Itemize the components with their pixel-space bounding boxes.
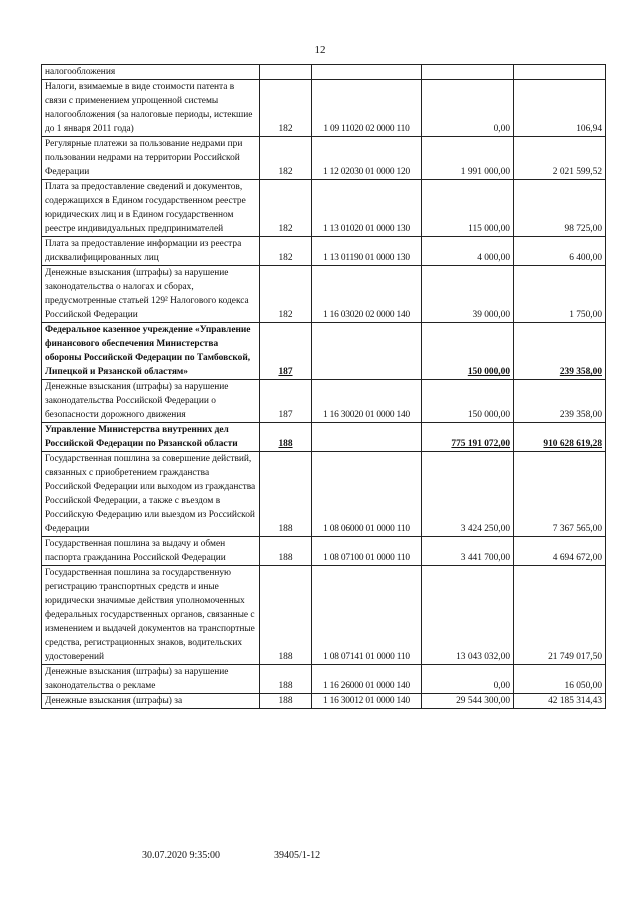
executed-amount-cell: 239 358,00 bbox=[514, 323, 606, 380]
budget-revenue-table bbox=[41, 64, 606, 709]
planned-amount-cell: 29 544 300,00 bbox=[422, 694, 514, 709]
admin-code-cell: 188 bbox=[260, 452, 312, 537]
budget-code-cell: 1 16 30020 01 0000 140 bbox=[312, 380, 422, 423]
admin-code-cell: 188 bbox=[260, 694, 312, 709]
executed-amount-cell: 4 694 672,00 bbox=[514, 537, 606, 566]
table-row bbox=[42, 80, 606, 137]
budget-code-cell: 1 08 07141 01 0000 110 bbox=[312, 566, 422, 665]
executed-amount-cell: 98 725,00 bbox=[514, 180, 606, 237]
administrator-name-cell: Федеральное казенное учреждение «Управление финансового обеспечения Министерства обороны Российской Федерации по Тамбовской, Липецкой и Рязанской областям» bbox=[42, 323, 260, 380]
administrator-name-cell: Управление Министерства внутренних дел Российской Федерации по Рязанской области bbox=[42, 423, 260, 452]
revenue-name-cell: Денежные взыскания (штрафы) за bbox=[42, 694, 260, 709]
admin-code-cell: 188 bbox=[260, 423, 312, 452]
revenue-name-cell: Государственная пошлина за выдачу и обмен паспорта гражданина Российской Федерации bbox=[42, 537, 260, 566]
executed-amount-cell: 239 358,00 bbox=[514, 380, 606, 423]
revenue-name-cell: налогообложения bbox=[42, 65, 260, 80]
revenue-name-cell: Налоги, взимаемые в виде стоимости патента в связи с применением упрощенной системы налогообложения (за налоговые периоды, истекшие до 1 января 2011 года) bbox=[42, 80, 260, 137]
admin-code-cell: 182 bbox=[260, 180, 312, 237]
revenue-name-cell: Денежные взыскания (штрафы) за нарушение законодательства о рекламе bbox=[42, 665, 260, 694]
executed-amount-cell: 16 050,00 bbox=[514, 665, 606, 694]
planned-amount-cell: 150 000,00 bbox=[422, 323, 514, 380]
table-row bbox=[42, 137, 606, 180]
table-row bbox=[42, 237, 606, 266]
budget-code-cell bbox=[312, 323, 422, 380]
budget-code-cell: 1 16 30012 01 0000 140 bbox=[312, 694, 422, 709]
revenue-name-cell: Государственная пошлина за совершение действий, связанных с приобретением гражданства Российской Федерации или выходом из гражданства Российской Федерации, а также с въездом в Российскую Федерацию или выездом из Российской Федерации bbox=[42, 452, 260, 537]
revenue-name-cell: Денежные взыскания (штрафы) за нарушение законодательства о налогах и сборах, предусмотренные статьей 129² Налогового кодекса Российской Федерации bbox=[42, 266, 260, 323]
footer-document-number: 39405/1-12 bbox=[274, 850, 321, 861]
admin-code-cell: 188 bbox=[260, 537, 312, 566]
planned-amount-cell: 115 000,00 bbox=[422, 180, 514, 237]
admin-code-cell: 188 bbox=[260, 665, 312, 694]
revenue-name-cell: Денежные взыскания (штрафы) за нарушение законодательства Российской Федерации о безопасности дорожного движения bbox=[42, 380, 260, 423]
table-row bbox=[42, 180, 606, 237]
planned-amount-cell: 1 991 000,00 bbox=[422, 137, 514, 180]
admin-code-cell: 182 bbox=[260, 237, 312, 266]
revenue-name-cell: Плата за предоставление информации из реестра дисквалифицированных лиц bbox=[42, 237, 260, 266]
admin-code-cell: 187 bbox=[260, 323, 312, 380]
executed-amount-cell: 6 400,00 bbox=[514, 237, 606, 266]
admin-code-cell: 188 bbox=[260, 566, 312, 665]
admin-code-cell: 182 bbox=[260, 137, 312, 180]
budget-code-cell: 1 13 01020 01 0000 130 bbox=[312, 180, 422, 237]
table-row bbox=[42, 665, 606, 694]
budget-code-cell bbox=[312, 423, 422, 452]
budget-code-cell: 1 13 01190 01 0000 130 bbox=[312, 237, 422, 266]
admin-code-cell: 187 bbox=[260, 380, 312, 423]
planned-amount-cell: 775 191 072,00 bbox=[422, 423, 514, 452]
planned-amount-cell bbox=[422, 65, 514, 80]
planned-amount-cell: 150 000,00 bbox=[422, 380, 514, 423]
table-row bbox=[42, 380, 606, 423]
budget-code-cell: 1 08 06000 01 0000 110 bbox=[312, 452, 422, 537]
executed-amount-cell: 2 021 599,52 bbox=[514, 137, 606, 180]
table-row bbox=[42, 266, 606, 323]
budget-code-cell: 1 08 07100 01 0000 110 bbox=[312, 537, 422, 566]
revenue-name-cell: Регулярные платежи за пользование недрами при пользовании недрами на территории Российской Федерации bbox=[42, 137, 260, 180]
admin-code-cell: 182 bbox=[260, 80, 312, 137]
table-row-administrator-total bbox=[42, 323, 606, 380]
planned-amount-cell: 13 043 032,00 bbox=[422, 566, 514, 665]
revenue-name-cell: Плата за предоставление сведений и документов, содержащихся в Едином государственном реестре юридических лиц и в Едином государственном реестре индивидуальных предпринимателей bbox=[42, 180, 260, 237]
executed-amount-cell: 106,94 bbox=[514, 80, 606, 137]
planned-amount-cell: 3 441 700,00 bbox=[422, 537, 514, 566]
executed-amount-cell bbox=[514, 65, 606, 80]
executed-amount-cell: 910 628 619,28 bbox=[514, 423, 606, 452]
budget-code-cell: 1 09 11020 02 0000 110 bbox=[312, 80, 422, 137]
admin-code-cell bbox=[260, 65, 312, 80]
executed-amount-cell: 21 749 017,50 bbox=[514, 566, 606, 665]
executed-amount-cell: 1 750,00 bbox=[514, 266, 606, 323]
table-row bbox=[42, 65, 606, 80]
planned-amount-cell: 0,00 bbox=[422, 665, 514, 694]
page-number: 12 bbox=[314, 44, 326, 56]
budget-code-cell: 1 12 02030 01 0000 120 bbox=[312, 137, 422, 180]
budget-code-cell: 1 16 26000 01 0000 140 bbox=[312, 665, 422, 694]
table-row bbox=[42, 694, 606, 709]
executed-amount-cell: 42 185 314,43 bbox=[514, 694, 606, 709]
planned-amount-cell: 39 000,00 bbox=[422, 266, 514, 323]
table-row bbox=[42, 566, 606, 665]
revenue-name-cell: Государственная пошлина за государственную регистрацию транспортных средств и иные юридически значимые действия уполномоченных федеральных государственных органов, связанные с изменением и выдачей документов на транспортные средства, регистрационных знаков, водительских удостоверений bbox=[42, 566, 260, 665]
table-row-administrator-total bbox=[42, 423, 606, 452]
table-row bbox=[42, 537, 606, 566]
executed-amount-cell: 7 367 565,00 bbox=[514, 452, 606, 537]
admin-code-cell: 182 bbox=[260, 266, 312, 323]
table-row bbox=[42, 452, 606, 537]
budget-code-cell bbox=[312, 65, 422, 80]
budget-code-cell: 1 16 03020 02 0000 140 bbox=[312, 266, 422, 323]
planned-amount-cell: 0,00 bbox=[422, 80, 514, 137]
planned-amount-cell: 4 000,00 bbox=[422, 237, 514, 266]
planned-amount-cell: 3 424 250,00 bbox=[422, 452, 514, 537]
footer-timestamp: 30.07.2020 9:35:00 bbox=[142, 850, 221, 861]
